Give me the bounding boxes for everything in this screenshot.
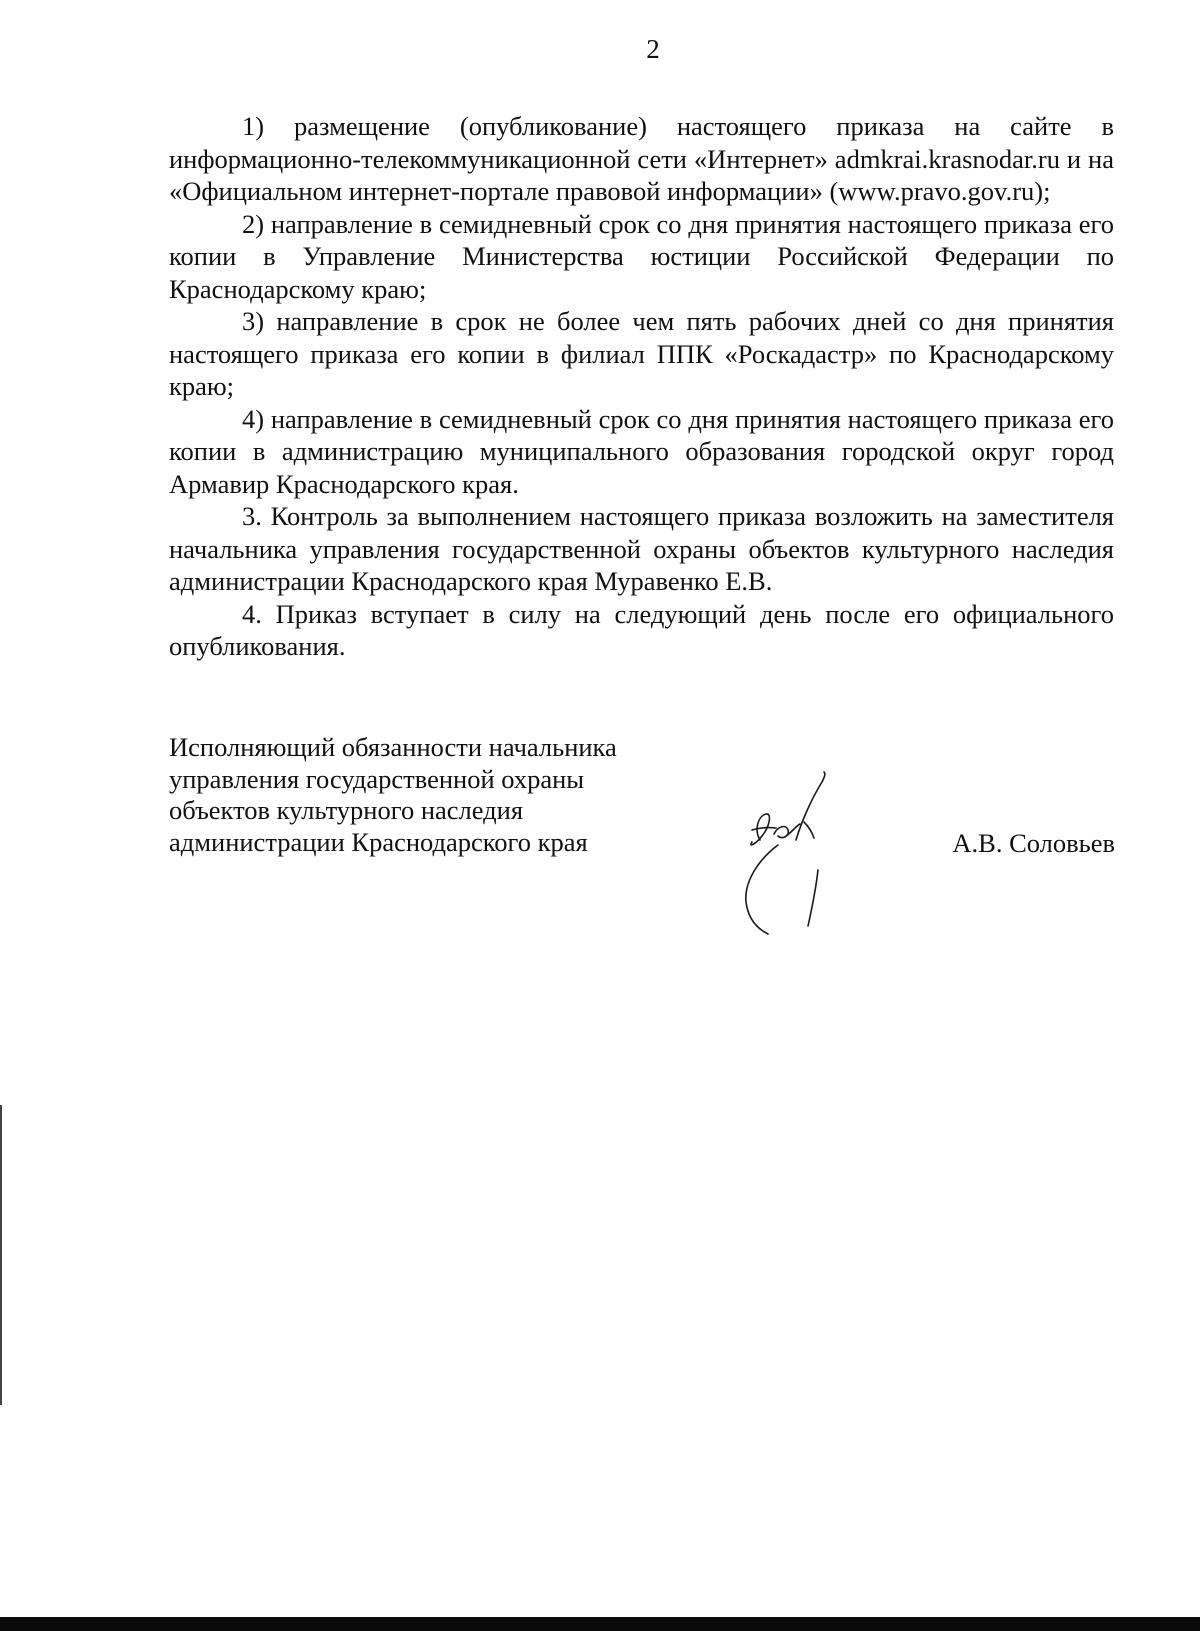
- handwritten-signature: [738, 770, 858, 945]
- list-item-armavir-administration: 4) направление в семидневный срок со дня принятия настоящего приказа его копии в администрацию муниципального образования городской округ город Армавир Краснодарского края.: [169, 403, 1114, 499]
- list-item-ministry-of-justice: 2) направление в семидневный срок со дня принятия настоящего приказа его копии в Управление Министерства юстиции Российской Федерации по Краснодарскому краю;: [169, 208, 1114, 304]
- signatory-name: А.В. Соловьев: [952, 828, 1115, 858]
- signatory-title-line: объектов культурного наследия: [169, 795, 524, 825]
- signatory-title: [169, 732, 689, 858]
- list-item-publication: 1) размещение (опубликование) настоящего приказа на сайте в информационно-телекоммуникационной сети «Интернет» admkrai.krasnodar.ru и на «Официальном интернет-портале правовой информации» (www.pravo.gov.ru);: [169, 111, 1114, 206]
- scan-edge-artifact: [0, 1105, 2, 1405]
- signatory-title-line: администрации Краснодарского края: [169, 826, 588, 857]
- page-number: 2: [646, 34, 660, 64]
- paragraph-entry-into-force: 4. Приказ вступает в силу на следующий день после его официального опубликования.: [169, 598, 1114, 661]
- signatory-title-line: управления государственной охраны: [169, 763, 585, 794]
- signatory-title-line: Исполняющий обязанности начальника: [169, 732, 617, 762]
- document-body: [169, 110, 1114, 663]
- scan-bottom-border: [0, 1617, 1200, 1631]
- paragraph-control: 3. Контроль за выполнением настоящего приказа возложить на заместителя начальника управления государственной охраны объектов культурного наследия администрации Краснодарского края Муравенко Е.В.: [169, 501, 1114, 596]
- list-item-roskadastr: 3) направление в срок не более чем пять рабочих дней со дня принятия настоящего приказа его копии в филиал ППК «Роскадастр» по Краснодарскому краю;: [169, 306, 1114, 401]
